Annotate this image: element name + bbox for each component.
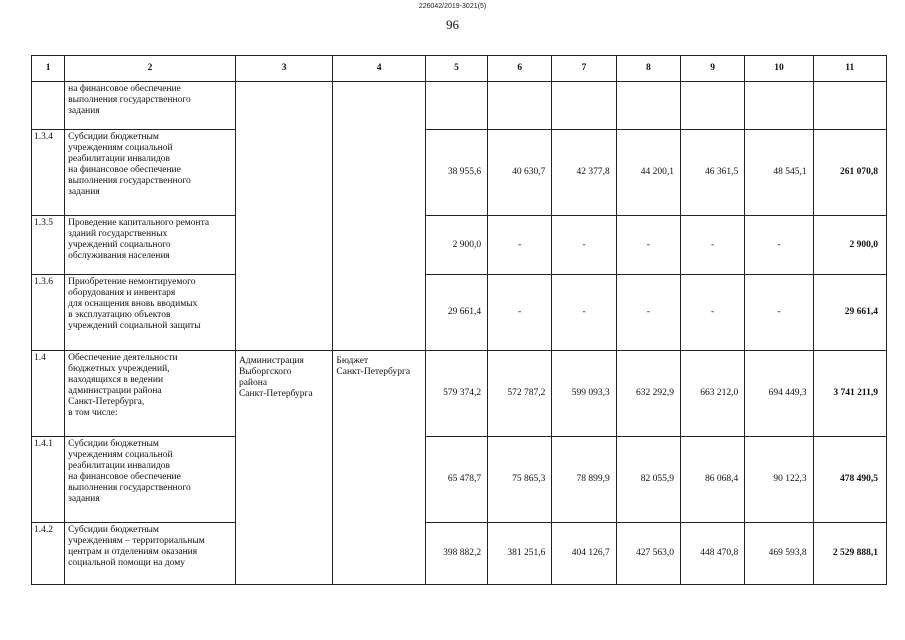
row-code: 1.3.6 bbox=[32, 275, 65, 351]
row-code: 1.4 bbox=[32, 351, 65, 437]
value-cell: 663 212,0 bbox=[680, 351, 744, 437]
value-cell bbox=[488, 82, 552, 130]
row-name: Обеспечение деятельности бюджетных учреждений, находящихся в ведении администрации района Санкт-Петербурга, в том числе: bbox=[65, 351, 236, 437]
value-cell: 44 200,1 bbox=[616, 130, 680, 216]
col-header: 3 bbox=[235, 56, 332, 82]
row-code: 1.4.2 bbox=[32, 523, 65, 585]
row-code: 1.4.1 bbox=[32, 437, 65, 523]
value-cell: 599 093,3 bbox=[552, 351, 616, 437]
row-name: на финансовое обеспечение выполнения государственного задания bbox=[65, 82, 236, 130]
col-header: 2 bbox=[65, 56, 236, 82]
value-cell: - bbox=[680, 275, 744, 351]
value-cell bbox=[745, 82, 813, 130]
value-cell: - bbox=[552, 216, 616, 275]
total-cell: 3 741 211,9 bbox=[813, 351, 886, 437]
value-cell: 29 661,4 bbox=[425, 275, 487, 351]
value-cell: 381 251,6 bbox=[488, 523, 552, 585]
value-cell: 632 292,9 bbox=[616, 351, 680, 437]
col-header: 8 bbox=[616, 56, 680, 82]
budget-table bbox=[31, 55, 887, 585]
value-cell bbox=[616, 82, 680, 130]
col-header: 11 bbox=[813, 56, 886, 82]
col-header: 1 bbox=[32, 56, 65, 82]
total-cell: 261 070,8 bbox=[813, 130, 886, 216]
value-cell: 448 470,8 bbox=[680, 523, 744, 585]
row-name: Приобретение немонтируемого оборудования и инвентаря для оснащения вновь вводимых в эксплуатацию объектов учреждений социальной защиты bbox=[65, 275, 236, 351]
value-cell: 579 374,2 bbox=[425, 351, 487, 437]
value-cell: 82 055,9 bbox=[616, 437, 680, 523]
value-cell: 427 563,0 bbox=[616, 523, 680, 585]
value-cell bbox=[680, 82, 744, 130]
document-code: 226042/2019-3021(5) bbox=[418, 3, 487, 10]
row-code: 1.3.5 bbox=[32, 216, 65, 275]
table-row bbox=[32, 351, 887, 437]
value-cell: 572 787,2 bbox=[488, 351, 552, 437]
col-header: 6 bbox=[488, 56, 552, 82]
value-cell: 694 449,3 bbox=[745, 351, 813, 437]
row-name: Проведение капитального ремонта зданий государственных учреждений социального обслуживания населения bbox=[65, 216, 236, 275]
value-cell: - bbox=[616, 275, 680, 351]
executor-cell: Администрация Выборгского района Санкт-Петербурга bbox=[235, 351, 332, 585]
total-cell bbox=[813, 82, 886, 130]
table-row bbox=[32, 130, 887, 216]
col-header: 7 bbox=[552, 56, 616, 82]
value-cell: 90 122,3 bbox=[745, 437, 813, 523]
value-cell: - bbox=[552, 275, 616, 351]
table-row bbox=[32, 275, 887, 351]
total-cell: 2 900,0 bbox=[813, 216, 886, 275]
source-cell-empty bbox=[333, 82, 425, 351]
value-cell: 78 899,9 bbox=[552, 437, 616, 523]
table-row bbox=[32, 523, 887, 585]
value-cell: - bbox=[488, 216, 552, 275]
table-row bbox=[32, 437, 887, 523]
value-cell: 75 865,3 bbox=[488, 437, 552, 523]
value-cell: 42 377,8 bbox=[552, 130, 616, 216]
row-name: Субсидии бюджетным учреждениям – территориальным центрам и отделениям оказания социальной помощи на дому bbox=[65, 523, 236, 585]
col-header: 10 bbox=[745, 56, 813, 82]
row-code bbox=[32, 82, 65, 130]
total-cell: 2 529 888,1 bbox=[813, 523, 886, 585]
value-cell: 46 361,5 bbox=[680, 130, 744, 216]
page-number: 96 bbox=[446, 17, 459, 32]
value-cell: - bbox=[616, 216, 680, 275]
value-cell: 40 630,7 bbox=[488, 130, 552, 216]
value-cell bbox=[552, 82, 616, 130]
table-row bbox=[32, 82, 887, 130]
value-cell: - bbox=[745, 275, 813, 351]
value-cell: 469 593,8 bbox=[745, 523, 813, 585]
value-cell: 48 545,1 bbox=[745, 130, 813, 216]
table-row bbox=[32, 216, 887, 275]
value-cell: - bbox=[745, 216, 813, 275]
col-header: 5 bbox=[425, 56, 487, 82]
total-cell: 29 661,4 bbox=[813, 275, 886, 351]
row-code: 1.3.4 bbox=[32, 130, 65, 216]
executor-cell-empty bbox=[235, 82, 332, 351]
row-name: Субсидии бюджетным учреждениям социальной реабилитации инвалидов на финансовое обеспечение выполнения государственного задания bbox=[65, 437, 236, 523]
value-cell: 65 478,7 bbox=[425, 437, 487, 523]
col-header: 9 bbox=[680, 56, 744, 82]
total-cell: 478 490,5 bbox=[813, 437, 886, 523]
value-cell bbox=[425, 82, 487, 130]
col-header: 4 bbox=[333, 56, 425, 82]
value-cell: - bbox=[680, 216, 744, 275]
value-cell: - bbox=[488, 275, 552, 351]
funding-source-cell: Бюджет Санкт-Петербурга bbox=[333, 351, 425, 585]
value-cell: 86 068,4 bbox=[680, 437, 744, 523]
value-cell: 38 955,6 bbox=[425, 130, 487, 216]
row-name: Субсидии бюджетным учреждениям социальной реабилитации инвалидов на финансовое обеспечение выполнения государственного задания bbox=[65, 130, 236, 216]
value-cell: 398 882,2 bbox=[425, 523, 487, 585]
table-header-row bbox=[32, 56, 887, 82]
value-cell: 2 900,0 bbox=[425, 216, 487, 275]
value-cell: 404 126,7 bbox=[552, 523, 616, 585]
